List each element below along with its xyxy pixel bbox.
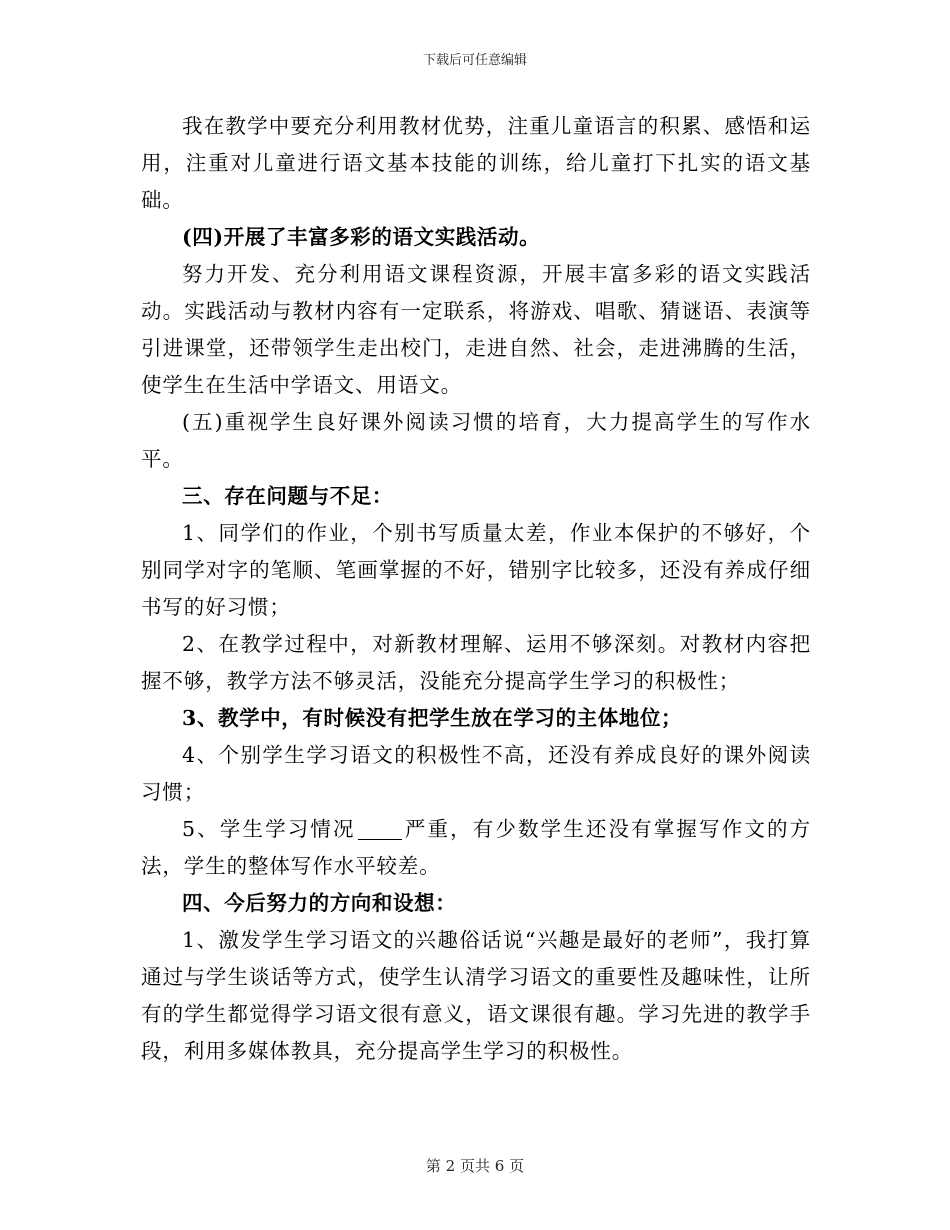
fill-in-blank bbox=[358, 819, 402, 840]
problem-5-rest: 严重，有少数学生还没有掌握写作文的方法，学生的整体写作水平较差。 bbox=[141, 817, 811, 878]
paragraph-teaching-advantage: 我在教学中要充分利用教材优势，注重儿童语言的积累、感悟和运用，注重对儿童进行语文基本技能的训练，给儿童打下扎实的语文基础。 bbox=[141, 114, 811, 212]
heading-problems: 三、存在问题与不足： bbox=[182, 484, 393, 508]
paragraph-problem-1: 1、同学们的作业，个别书写质量太差，作业本保护的不够好，个别同学对字的笔顺、笔画掌握的不好，错别字比较多，还没有养成仔细书写的好习惯； bbox=[141, 521, 811, 619]
paragraph-reading-habits: (五)重视学生良好课外阅读习惯的培育，大力提高学生的写作水平。 bbox=[141, 410, 811, 471]
page-header: 下载后可任意编辑 bbox=[422, 53, 527, 68]
paragraph-problem-5 bbox=[141, 811, 811, 885]
heading-future-direction: 四、今后努力的方向和设想： bbox=[182, 891, 457, 915]
heading-practice-activities: (四)开展了丰富多彩的语文实践活动。 bbox=[182, 225, 541, 249]
paragraph-practice-activities: 努力开发、充分利用语文课程资源，开展丰富多彩的语文实践活动。实践活动与教材内容有一定联系，将游戏、唱歌、猜谜语、表演等引进课堂，还带领学生走出校门，走进自然、社会，走进沸腾的生活，使学生在生活中学语文、用语文。 bbox=[141, 262, 811, 397]
paragraph-future-1: 1、激发学生学习语文的兴趣俗话说“兴趣是最好的老师”，我打算通过与学生谈话等方式，使学生认清学习语文的重要性及趣味性，让所有的学生都觉得学习语文很有意义，语文课很有趣。学习先进的教学手段，利用多媒体教具，充分提高学生学习的积极性。 bbox=[141, 928, 811, 1063]
page-number: 第 2 页共 6 页 bbox=[425, 1157, 525, 1175]
paragraph-problem-3: 3、教学中，有时候没有把学生放在学习的主体地位； bbox=[182, 706, 683, 730]
problem-5-lead: 5、学生学习情况 bbox=[182, 817, 356, 841]
document-body bbox=[141, 108, 811, 1070]
paragraph-problem-2: 2、在教学过程中，对新教材理解、运用不够深刻。对教材内容把握不够，教学方法不够灵活，没能充分提高学生学习的积极性； bbox=[141, 632, 811, 693]
paragraph-problem-4: 4、个别学生学习语文的积极性不高，还没有养成良好的课外阅读习惯； bbox=[141, 743, 811, 804]
